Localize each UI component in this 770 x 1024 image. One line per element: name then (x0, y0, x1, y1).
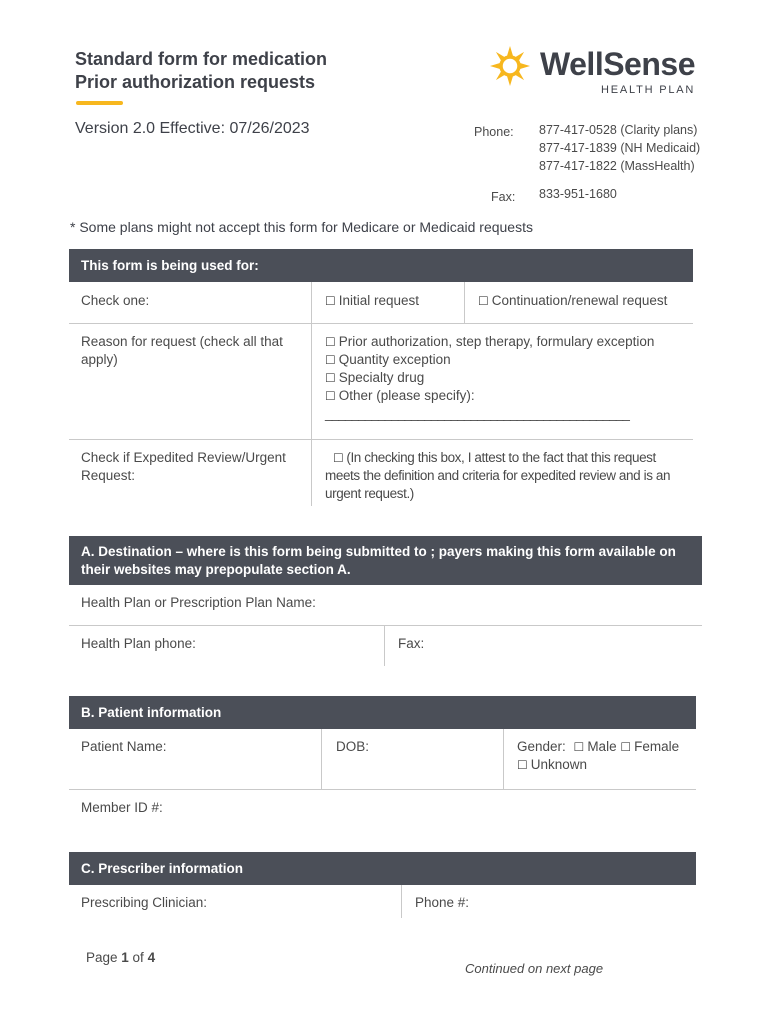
phone-clarity: 877-417-0528 (Clarity plans) (539, 123, 698, 137)
expedited-attestation: (In checking this box, I attest to the fact that this request meets the definition and criteria for expedited review and is an urgent request.) (325, 450, 671, 501)
version-text: Version 2.0 Effective: 07/26/2023 (75, 120, 310, 137)
reason-label: Reason for request (check all that apply) (81, 334, 283, 367)
plan-fax-label: Fax: (398, 636, 425, 651)
page-number (86, 950, 155, 965)
specialty-drug-checkbox[interactable] (325, 369, 654, 387)
section-a-header: A. Destination – where is this form being submitted to ; payers making this form available on their websites may prepopulate section A. (69, 536, 702, 585)
page-total: 4 (147, 950, 156, 965)
prior-auth-checkbox[interactable] (325, 333, 654, 351)
continued-note: Continued on next page (465, 961, 604, 976)
section-c-header: C. Prescriber information (69, 852, 696, 885)
row-divider (69, 323, 693, 324)
initial-request-checkbox[interactable] (325, 292, 419, 310)
check-one-label: Check one: (81, 293, 150, 308)
phone-nh-medicaid: 877-417-1839 (NH Medicaid) (539, 141, 701, 155)
usage-divider (311, 282, 312, 506)
female-label: Female (634, 739, 680, 754)
plan-note: * Some plans might not accept this form for Medicare or Medicaid requests (70, 219, 533, 235)
quantity-exception-checkbox[interactable] (325, 351, 654, 369)
logo-name: WellSense (540, 46, 695, 82)
title-line-2: Prior authorization requests (75, 72, 316, 92)
section-b-divider-2 (503, 729, 504, 789)
page-prefix: Page (86, 950, 122, 965)
reason-options (325, 333, 654, 423)
clinician-label: Prescribing Clinician: (81, 895, 208, 910)
prescriber-phone-label: Phone #: (415, 895, 470, 910)
gender-field (517, 738, 692, 774)
other-label: Other (please specify): (338, 388, 475, 403)
page-of: of (128, 950, 148, 965)
gender-label: Gender: (517, 739, 566, 754)
fax-label: Fax: (491, 190, 516, 204)
sun-logo-icon (488, 44, 532, 88)
usage-header: This form is being used for: (69, 249, 693, 282)
check-one-divider (464, 282, 465, 324)
wellsense-logo (488, 42, 698, 102)
initial-request-label: Initial request (338, 293, 420, 308)
other-checkbox[interactable] (325, 387, 654, 405)
male-label: Male (587, 739, 617, 754)
expedited-text (325, 449, 685, 503)
prior-auth-label: Prior authorization, step therapy, formulary exception (338, 334, 655, 349)
section-c-divider (401, 885, 402, 918)
unknown-label: Unknown (530, 757, 588, 772)
plan-phone-label: Health Plan phone: (81, 636, 196, 651)
section-b-header: B. Patient information (69, 696, 696, 729)
plan-name-label: Health Plan or Prescription Plan Name: (81, 595, 316, 610)
row-divider (69, 789, 696, 790)
quantity-exception-label: Quantity exception (338, 352, 451, 367)
phone-label: Phone: (474, 125, 514, 139)
section-b-divider-1 (321, 729, 322, 789)
title-line-1: Standard form for medication (75, 49, 328, 69)
section-a-divider (384, 625, 385, 666)
patient-name-label: Patient Name: (81, 739, 167, 754)
continuation-checkbox[interactable] (478, 292, 667, 310)
title-accent-bar (76, 101, 123, 105)
other-specify-line[interactable]: ______________________________________________ (325, 406, 629, 421)
form-title (75, 48, 327, 94)
female-checkbox[interactable] (620, 739, 679, 754)
specialty-drug-label: Specialty drug (338, 370, 425, 385)
logo-subtitle: HEALTH PLAN (601, 84, 696, 96)
phone-masshealth: 877-417-1822 (MassHealth) (539, 159, 695, 173)
continuation-label: Continuation/renewal request (491, 293, 668, 308)
expedited-checkbox[interactable] (333, 450, 346, 465)
fax-number: 833-951-1680 (539, 187, 617, 201)
unknown-checkbox[interactable] (517, 756, 692, 774)
dob-label: DOB: (336, 739, 370, 754)
row-divider (69, 625, 702, 626)
page-current: 1 (121, 950, 129, 965)
male-checkbox[interactable] (574, 739, 617, 754)
expedited-label: Check if Expedited Review/Urgent Request: (81, 450, 286, 483)
row-divider (69, 439, 693, 440)
phone-list (539, 121, 700, 175)
member-id-label: Member ID #: (81, 800, 163, 815)
